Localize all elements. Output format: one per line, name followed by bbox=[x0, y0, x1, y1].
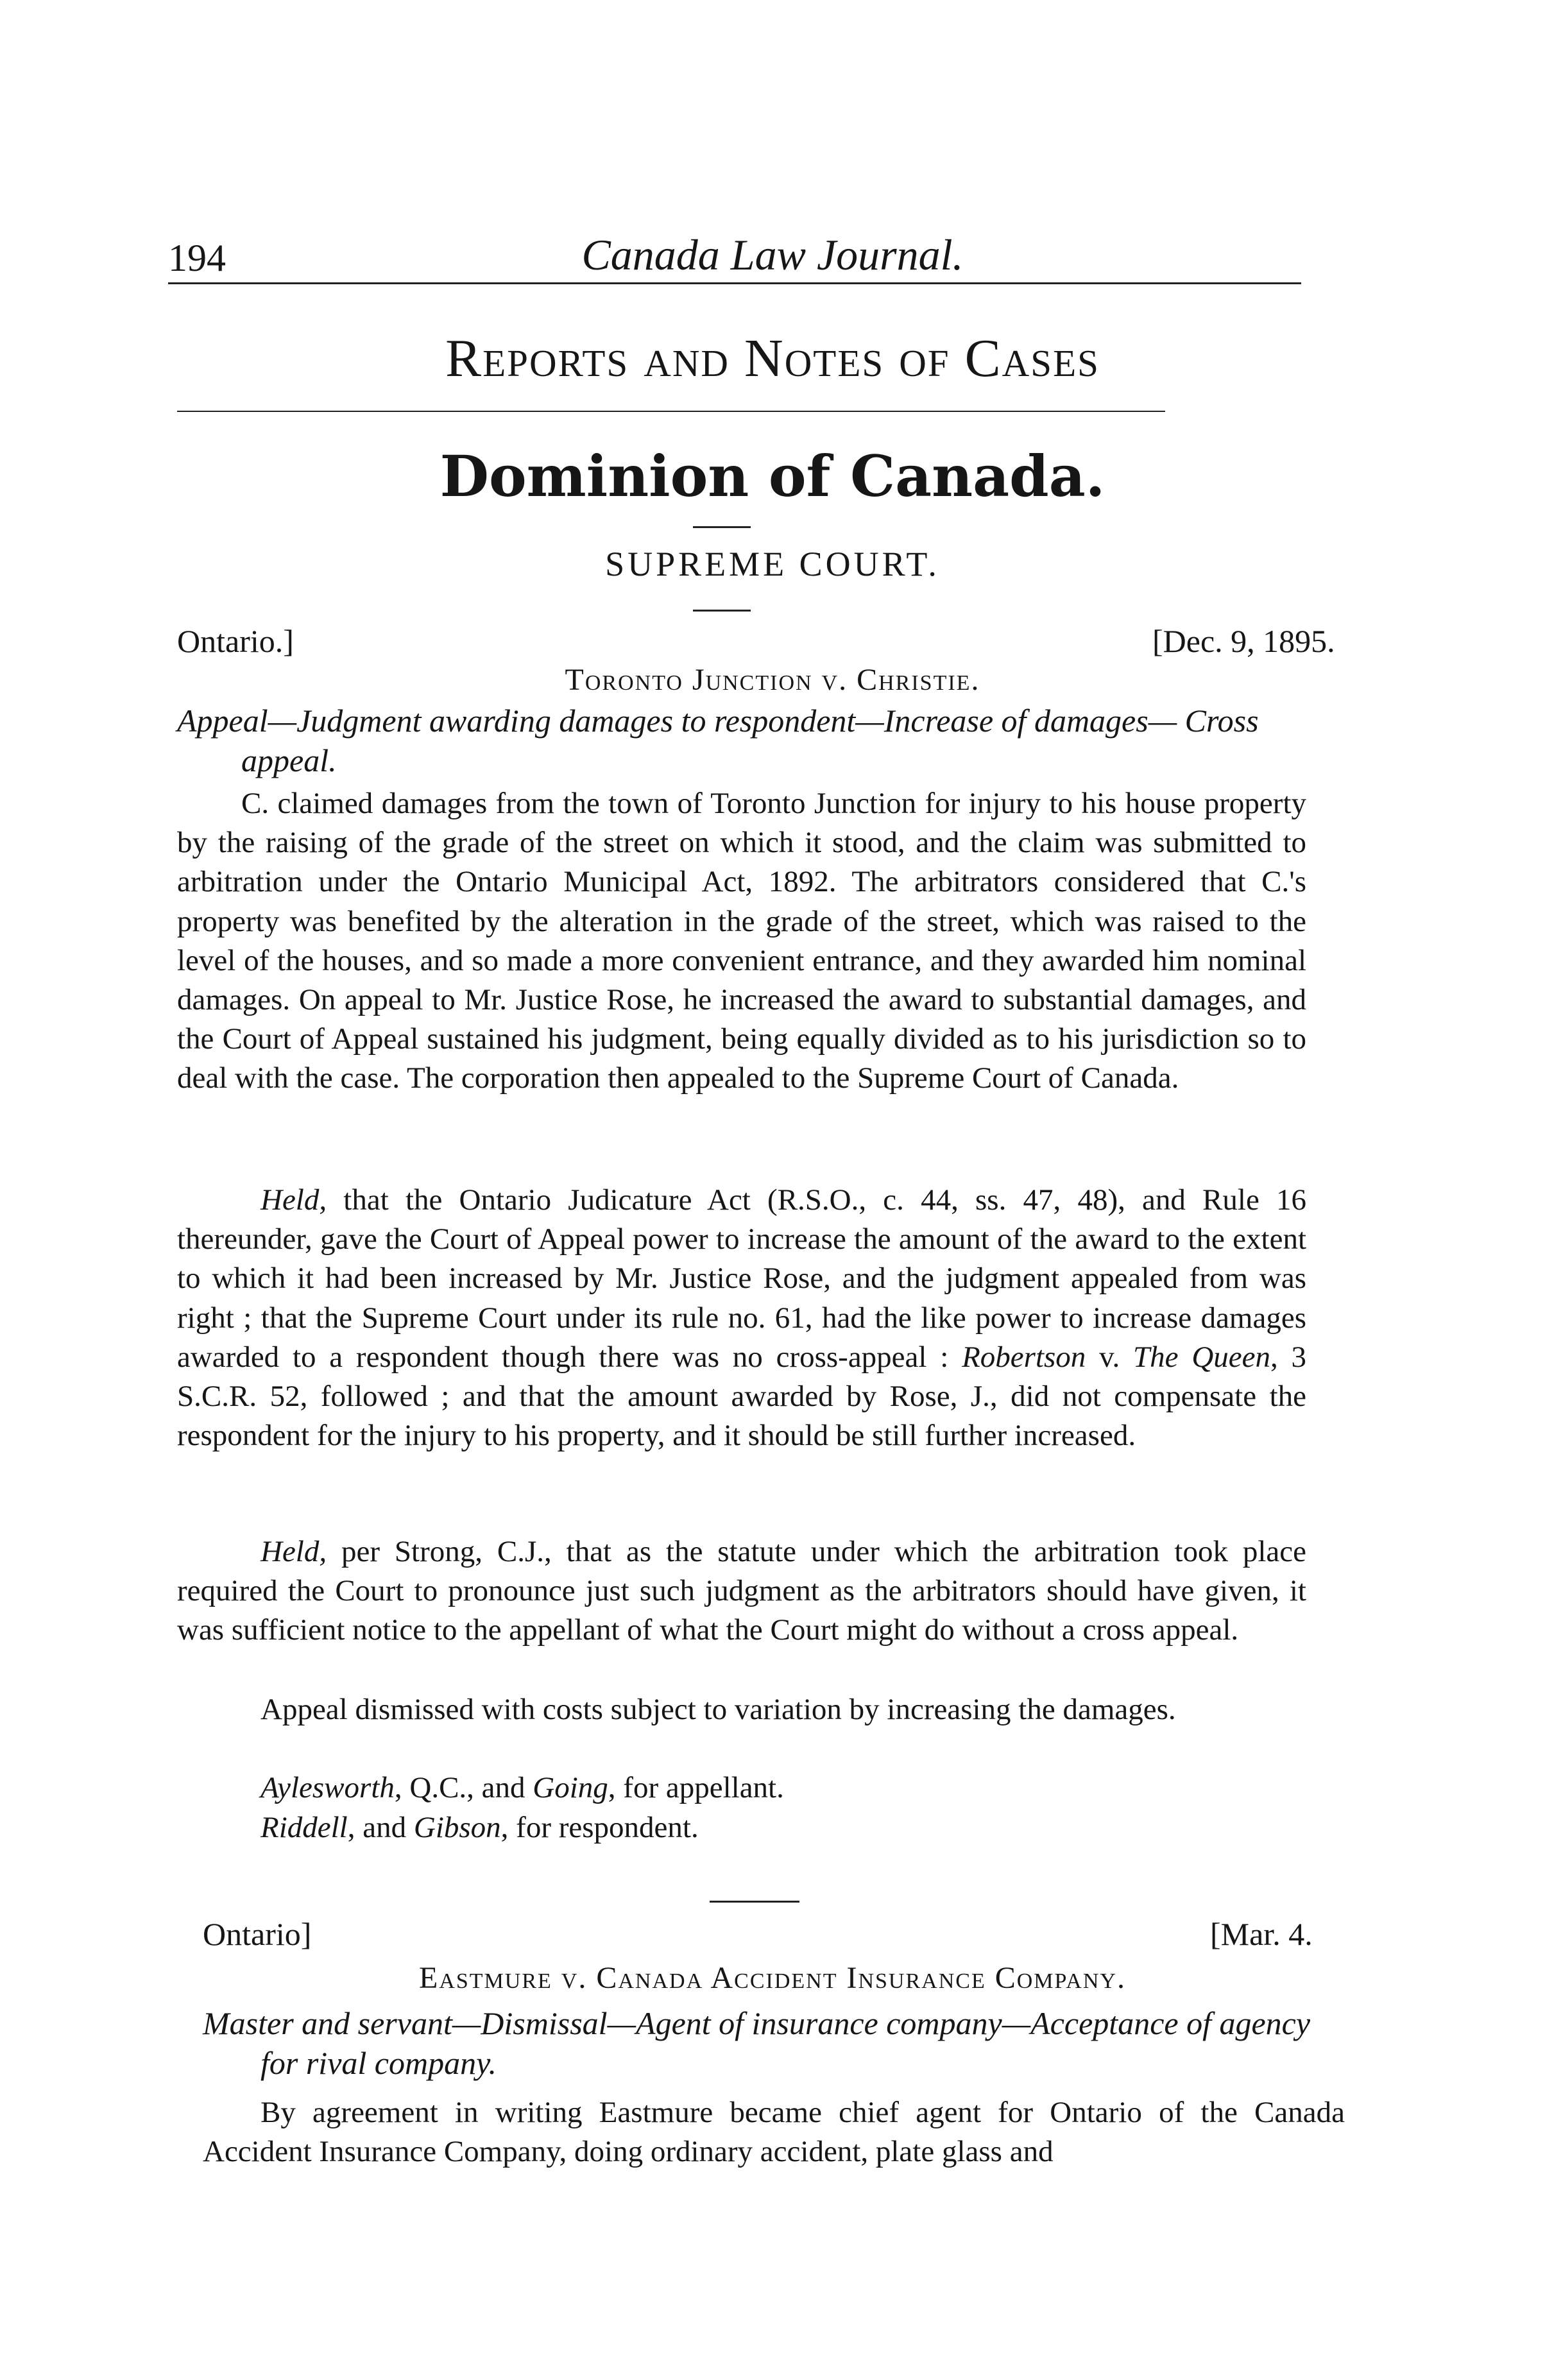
counsel-text: , for respondent. bbox=[500, 1811, 699, 1844]
section-rule bbox=[177, 411, 1165, 412]
counsel-text: , for appellant. bbox=[608, 1771, 784, 1804]
counsel-text: , and bbox=[347, 1811, 414, 1844]
counsel-text: , Q.C., and bbox=[394, 1771, 533, 1804]
case-date: [Dec. 9, 1895. bbox=[1152, 623, 1335, 659]
court-heading: SUPREME COURT. bbox=[605, 545, 940, 583]
counsel-name: Gibson bbox=[413, 1811, 501, 1844]
header-rule bbox=[168, 282, 1301, 284]
case-title: Toronto Junction v. Christie. bbox=[565, 663, 980, 697]
counsel-name: Aylesworth bbox=[260, 1771, 395, 1804]
holding-paragraph bbox=[177, 1181, 1306, 1455]
page-number: 194 bbox=[168, 237, 226, 279]
short-divider bbox=[693, 610, 751, 612]
journal-title: Canada Law Journal. bbox=[581, 230, 964, 279]
case-title: Eastmure v. Canada Accident Insurance Company. bbox=[419, 1961, 1126, 1995]
short-divider bbox=[693, 526, 751, 528]
case-divider bbox=[710, 1901, 799, 1903]
citation-party: Robertson bbox=[962, 1340, 1086, 1374]
counsel-name: Going bbox=[533, 1771, 608, 1804]
case-facts: C. claimed damages from the town of Toronto Junction for injury to his house property by the raising of the grade of the street on which it stood, and the claim was submitted to arbitration under the Ontario Municipal Act, 1892. The arbitrators considered that C.'s property was benefited by the alteration in the grade of the street, which was raised to the level of the houses, and so made a more convenient entrance, and they awarded him nominal damages. On appeal to Mr. Justice Rose, he increased the award to substantial damages, and the Court of Appeal sustained his judgment, being equally divided as to his jurisdiction so to deal with the case. The corporation then appealed to the Supreme Court of Canada. bbox=[177, 787, 1306, 1095]
section-title: Reports and Notes of Cases bbox=[445, 329, 1100, 388]
holding-text: per Strong, C.J., that as the statute under which the arbitration took place required the Court to pronounce just such judgment as the arbitrators should have given, it was sufficient notice to the appellant of what the Court might do without a cross appeal. bbox=[177, 1535, 1306, 1647]
holding-text: that the Ontario Judicature Act (R.S.O., c. 44, ss. 47, 48), and Rule 16 thereunder, gave the Court of Appeal power to increase the amount of the award to the extent to which it had been increased by Mr. Justice Rose, and the judgment appealed from was right ; that the Supreme Court under its rule no. 61, had the like power to increase damages awarded to a respondent though there was no cross-appeal : bbox=[177, 1183, 1306, 1374]
case-headnote: Appeal—Judgment awarding damages to respondent—Increase of damages— Cross appeal. bbox=[177, 703, 1259, 778]
citation-v: v. bbox=[1086, 1340, 1134, 1374]
jurisdiction-heading: Dominion of Canada. bbox=[440, 443, 1105, 509]
holding-lead: Held, bbox=[260, 1183, 327, 1217]
case-province: Ontario] bbox=[203, 1916, 312, 1952]
holding-lead: Held, bbox=[260, 1535, 327, 1568]
citation-party: The Queen bbox=[1133, 1340, 1270, 1374]
holding-paragraph bbox=[177, 1532, 1306, 1650]
counsel-name: Riddell bbox=[260, 1811, 348, 1844]
counsel-line bbox=[260, 1768, 1287, 1808]
disposition: Appeal dismissed with costs subject to variation by increasing the damages. bbox=[260, 1693, 1176, 1726]
case-province: Ontario.] bbox=[177, 623, 294, 659]
case-date: [Mar. 4. bbox=[1210, 1916, 1313, 1952]
case-headnote: Master and servant—Dismissal—Agent of insurance company—Acceptance of agency for rival company. bbox=[203, 2005, 1311, 2081]
case-facts: By agreement in writing Eastmure became chief agent for Ontario of the Canada Accident Insurance Company, doing ordinary accident, plate glass and bbox=[203, 2096, 1345, 2169]
holding-text: , 3 S.C.R. 52, followed ; and that the amount awarded by Rose, J., did not compensate the respondent for the injury to his property, and it should be still further increased. bbox=[177, 1340, 1307, 1453]
counsel-line bbox=[260, 1808, 1287, 1847]
